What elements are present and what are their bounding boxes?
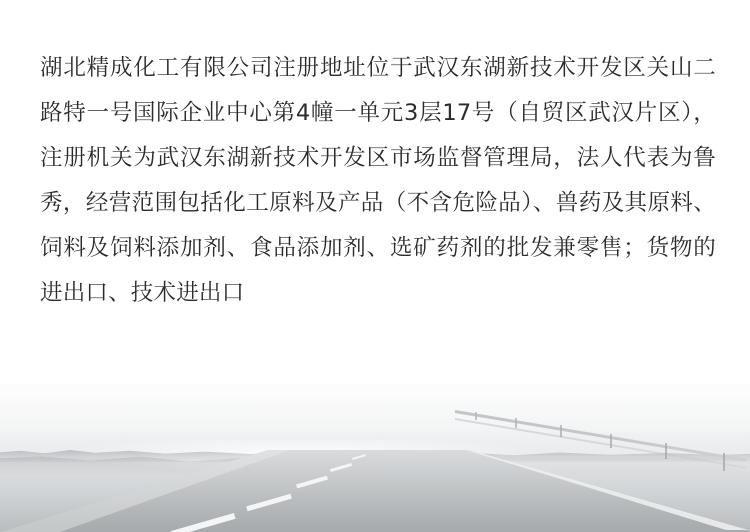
lane-dash <box>296 476 328 489</box>
description-text-block <box>40 46 716 316</box>
lane-dash <box>170 513 235 532</box>
guardrail-post <box>610 434 612 448</box>
highway-photo <box>0 384 750 532</box>
lane-dash <box>246 494 292 511</box>
guardrail-post <box>475 412 477 420</box>
guardrail-post <box>560 425 562 437</box>
guardrail-post <box>723 453 725 471</box>
lane-dash <box>352 454 366 460</box>
lane-markings <box>0 450 750 532</box>
company-description-paragraph: 湖北精成化工有限公司注册地址位于武汉东湖新技术开发区关山二路特一号国际企业中心第4幢一单元3层17号（自贸区武汉片区），注册机关为武汉东湖新技术开发区市场监督管理局，法人代表为鲁秀，经营范围包括化工原料及产品（不含危险品）、兽药及其原料、饲料及饲料添加剂、食品添加剂、选矿药剂的批发兼零售；货物的进出口、技术进出口 <box>40 55 716 306</box>
guardrail-post <box>665 443 667 459</box>
lane-dash <box>330 463 352 472</box>
guardrail-bar <box>455 410 746 462</box>
guardrail <box>455 396 750 458</box>
guardrail-post <box>515 418 517 428</box>
